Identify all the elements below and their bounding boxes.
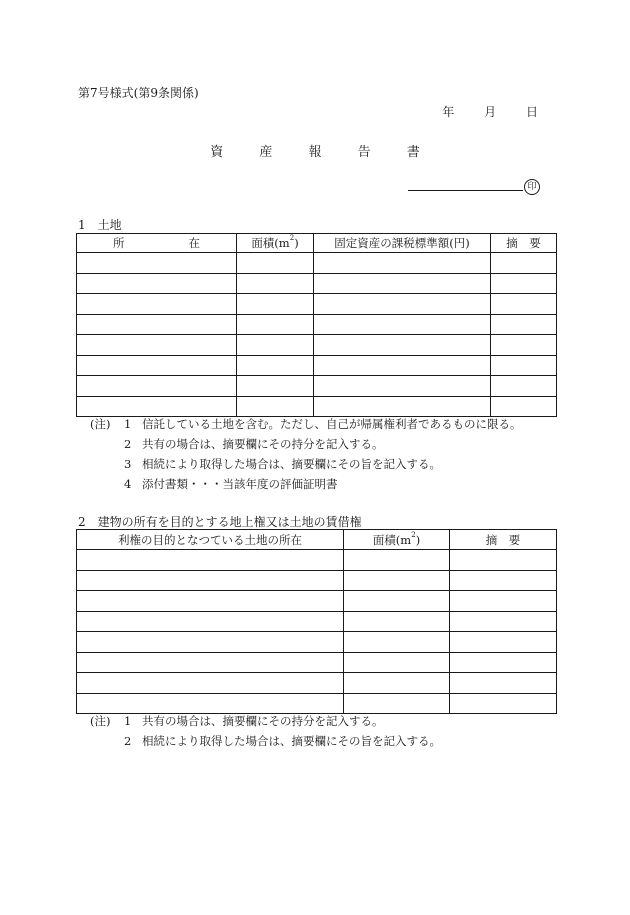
land-cell-area[interactable] [237, 355, 314, 376]
note-number: 2 [124, 734, 132, 748]
leasehold-table-header-row [77, 530, 557, 550]
land-table-header-row [77, 234, 557, 253]
section1-number: 1 [78, 218, 86, 232]
leasehold-cell-area[interactable] [344, 632, 450, 653]
land-cell-value[interactable] [314, 294, 491, 315]
table-row [77, 253, 557, 274]
section1-note-label: (注) [90, 417, 111, 431]
leasehold-cell-location[interactable] [77, 673, 344, 694]
note-number: 2 [124, 437, 132, 451]
leasehold-cell-location[interactable] [77, 652, 344, 673]
leasehold-table [76, 529, 557, 714]
date-day-label: 日 [525, 105, 538, 119]
land-cell-value[interactable] [314, 314, 491, 335]
land-cell-value[interactable] [314, 396, 491, 417]
leasehold-cell-area[interactable] [344, 673, 450, 694]
leasehold-cell-remarks[interactable] [450, 673, 557, 694]
table-row [77, 632, 557, 653]
table-row [77, 294, 557, 315]
seal-icon: 印 [524, 179, 540, 195]
form-number: 第7号様式(第9条関係) [78, 86, 199, 100]
note-item [124, 415, 522, 435]
land-cell-area[interactable] [237, 396, 314, 417]
table-row [77, 591, 557, 612]
table-row [77, 570, 557, 591]
land-cell-location[interactable] [77, 253, 237, 274]
note-text: 信託している土地を含む。ただし、自己が帰属権利者であるものに限る。 [142, 417, 522, 431]
land-col-location-b: 在 [188, 236, 200, 250]
table-row [77, 673, 557, 694]
table-row [77, 652, 557, 673]
land-cell-remarks[interactable] [491, 396, 557, 417]
land-cell-location[interactable] [77, 355, 237, 376]
land-cell-area[interactable] [237, 253, 314, 274]
land-cell-value[interactable] [314, 376, 491, 397]
section2-title: 建物の所有を目的とする地上権又は土地の賃借権 [97, 515, 362, 529]
land-cell-value[interactable] [314, 355, 491, 376]
name-signature-line[interactable] [408, 190, 523, 191]
leasehold-cell-area[interactable] [344, 652, 450, 673]
table-row [77, 550, 557, 571]
land-cell-location[interactable] [77, 314, 237, 335]
land-col-location [77, 234, 237, 253]
land-cell-area[interactable] [237, 294, 314, 315]
section1-heading [78, 216, 122, 233]
land-cell-area[interactable] [237, 314, 314, 335]
land-cell-remarks[interactable] [491, 314, 557, 335]
note-number: 3 [124, 457, 132, 471]
land-col-assessed-value: 固定資産の課税標準額(円) [314, 234, 491, 253]
land-cell-value[interactable] [314, 253, 491, 274]
land-cell-location[interactable] [77, 396, 237, 417]
date-year-label: 年 [442, 105, 455, 119]
note-number: 1 [124, 417, 132, 431]
section1-title: 土地 [97, 218, 122, 232]
land-cell-location[interactable] [77, 294, 237, 315]
note-number: 1 [124, 714, 132, 728]
land-cell-remarks[interactable] [491, 253, 557, 274]
document-title: 資 産 報 告 書 [210, 145, 436, 160]
leasehold-cell-location[interactable] [77, 632, 344, 653]
note-item [124, 712, 384, 732]
land-cell-location[interactable] [77, 335, 237, 356]
date-month-label: 月 [484, 105, 497, 119]
land-cell-area[interactable] [237, 273, 314, 294]
leasehold-cell-area[interactable] [344, 570, 450, 591]
leasehold-cell-area[interactable] [344, 693, 450, 714]
note-item [124, 455, 441, 475]
leasehold-cell-location[interactable] [77, 693, 344, 714]
table-row [77, 611, 557, 632]
date-line [442, 103, 538, 120]
table-row [77, 273, 557, 294]
land-cell-remarks[interactable] [491, 294, 557, 315]
land-col-remarks: 摘 要 [491, 234, 557, 253]
leasehold-cell-location[interactable] [77, 570, 344, 591]
land-cell-remarks[interactable] [491, 376, 557, 397]
land-cell-area[interactable] [237, 335, 314, 356]
land-cell-location[interactable] [77, 376, 237, 397]
leasehold-cell-remarks[interactable] [450, 611, 557, 632]
leasehold-cell-location[interactable] [77, 591, 344, 612]
leasehold-cell-area[interactable] [344, 591, 450, 612]
note-text: 共有の場合は、摘要欄にその持分を記入する。 [142, 437, 384, 451]
leasehold-cell-area[interactable] [344, 611, 450, 632]
leasehold-cell-location[interactable] [77, 611, 344, 632]
land-col-location-a: 所 [113, 236, 125, 250]
note-item [124, 732, 441, 752]
leasehold-cell-remarks[interactable] [450, 591, 557, 612]
leasehold-cell-area[interactable] [344, 550, 450, 571]
note-text: 共有の場合は、摘要欄にその持分を記入する。 [142, 714, 384, 728]
note-text: 相続により取得した場合は、摘要欄にその旨を記入する。 [142, 457, 441, 471]
note-item [124, 435, 384, 455]
land-cell-location[interactable] [77, 273, 237, 294]
table-row [77, 396, 557, 417]
section2-note-label: (注) [90, 714, 111, 728]
land-cell-value[interactable] [314, 335, 491, 356]
table-row [77, 693, 557, 714]
leasehold-cell-remarks[interactable] [450, 652, 557, 673]
table-row [77, 335, 557, 356]
land-table [76, 233, 557, 417]
land-col-area: 面積$(m^2)$ [237, 234, 314, 253]
section2-heading [78, 513, 362, 530]
section2-number: 2 [78, 515, 86, 529]
table-row [77, 314, 557, 335]
note-number: 4 [124, 477, 132, 491]
note-item [124, 475, 338, 495]
leasehold-cell-remarks[interactable] [450, 693, 557, 714]
leasehold-col-remarks: 摘 要 [450, 530, 557, 550]
table-row [77, 355, 557, 376]
land-cell-remarks[interactable] [491, 355, 557, 376]
land-cell-area[interactable] [237, 376, 314, 397]
land-cell-value[interactable] [314, 273, 491, 294]
leasehold-col-land-location: 利権の目的となつている土地の所在 [77, 530, 344, 550]
note-text: 相続により取得した場合は、摘要欄にその旨を記入する。 [142, 734, 441, 748]
leasehold-cell-remarks[interactable] [450, 550, 557, 571]
note-text: 添付書類・・・当該年度の評価証明書 [142, 477, 338, 491]
leasehold-col-area: 面積$(m^2)$ [344, 530, 450, 550]
table-row [77, 376, 557, 397]
leasehold-cell-remarks[interactable] [450, 632, 557, 653]
land-cell-remarks[interactable] [491, 335, 557, 356]
land-cell-remarks[interactable] [491, 273, 557, 294]
leasehold-cell-location[interactable] [77, 550, 344, 571]
leasehold-cell-remarks[interactable] [450, 570, 557, 591]
